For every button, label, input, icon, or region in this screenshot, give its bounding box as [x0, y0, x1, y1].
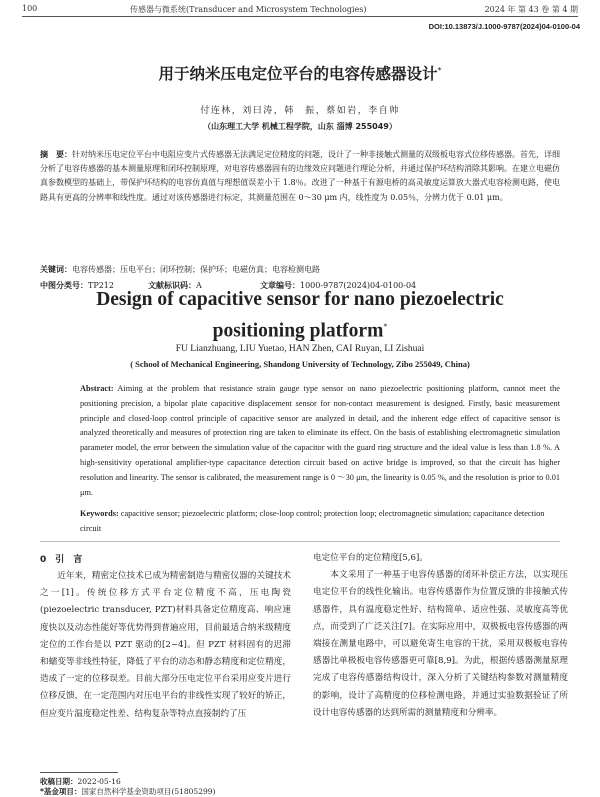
body-paragraph: 本文采用了一种基于电容传感器的闭环补偿正方法，以实现压电定位平台的线性化输出。电容传感器作为位置反馈的非接触式传感器件，具有温度稳定性好、结构简单、适应性强、灵敏度高等优点，而受到了广泛关注[7]。在实际应用中，双极板电容传感器的两端接在测量电路中，可以避免寄生电容的干扰，采用双极板电容传感器比单极板电容传感器更可靠[8,9]。为此，根据传感器测量原理完成了电容传感器结构设计，深入分析了关键结构参数对测量精度的影响，设计了高精度的位移检测电路，并通过实验数据验证了所设计电容传感器的达到所需的测量精度和分辨率。	[313, 570, 568, 718]
document-code: 文献标识码：A	[148, 281, 202, 290]
chinese-abstract	[40, 148, 560, 205]
journal-name: 传感器与微系统(Transducer and Microsystem Technologies)	[130, 5, 367, 14]
chinese-authors: 付连林，刘曰涛，韩 振，蔡如岩，李自帅	[200, 106, 400, 116]
title-footnote-mark: *	[437, 65, 442, 75]
chinese-abstract-text: 针对纳米压电定位平台中电阻应变片式传感器无法满足定位精度的问题，设计了一种非接触式测量的双级板电容式位移传感器。首先，详细分析了电容传感器的基本测量原理和闭环控制原理，对电容传感器固有的边缘效应问题进行理论分析，并通过保护环结构消除其影响。在建立电磁仿真参数模型的基础上，带保护环结构的电容仿真值与理想值误差小于 1.8％。改进了一种基于有源电桥的高灵敏度运算放大器式电容检测电路，使电路具有更高的分辨率和线性度。通过对该传感器进行标定，其测量范围在 0～30 μm 内，线性度为 0.05％，分辨力优于 0.01 μm。	[40, 150, 560, 202]
body-paragraph: 电定位平台的定位精度[5,6]。	[313, 553, 428, 563]
footnote-rule	[40, 772, 118, 773]
running-header	[22, 2, 578, 17]
page-number: 100	[22, 4, 38, 13]
section-heading-introduction: 0 引 言	[40, 555, 83, 565]
body-right-column	[313, 550, 568, 722]
clc-number: 中图分类号：TP212	[40, 281, 114, 290]
english-abstract-label: Abstract:	[80, 384, 114, 393]
fund-note: *基金项目：国家自然科学基金资助项目(51805299)	[40, 787, 216, 796]
article-number: 文章编号：1000-9787(2024)04-0100-04	[260, 281, 417, 290]
chinese-keywords	[40, 264, 560, 275]
english-abstract-text: Aiming at the problem that resistance strain gauge type sensor on nano piezoelectric positioning platform, cannot meet the positioning precision, a bipolar plate capacitive displacement sensor for non-contact measurement is designed. Firstly, basic measurement principle and closed-loop control principle of capacitive sensor are analyzed in detail, and the inherent edge effect of capacitive sensor is analyzed theoretically and measures of protection ring are taken to eliminate its effect. On the basis of establishing electromagnetic simulation parameter model, the error between the simulation value of the capacitor with the guard ring structure and the ideal value is less than 1.8 %. A high-sensitivity operational amplifier-type capacitance detection circuit based on active bridge is improved, so that the circuit has higher resolution and linearity. The sensor is calibrated, the measurement range is 0 ～30 μm, the linearity is 0.05 %, and the resolution is prior to 0.01 μm.	[80, 384, 560, 497]
english-title: Design of capacitive sensor for nano piezoelectric positioning platform*	[96, 289, 504, 342]
english-keywords-label: Keywords:	[80, 509, 119, 518]
chinese-keywords-label: 关键词：	[40, 265, 72, 274]
english-keywords	[80, 507, 560, 537]
english-affiliation: ( School of Mechanical Engineering, Shandong University of Technology, Zibo 255049, China)	[130, 359, 470, 369]
english-abstract	[80, 382, 560, 500]
english-authors: FU Lianzhuang, LIU Yuetao, HAN Zhen, CAI Ruyan, LI Zishuai	[175, 344, 425, 354]
chinese-keywords-text: 电容传感器；压电平台；闭环控制；保护环；电磁仿真；电容检测电路	[72, 265, 320, 274]
chinese-abstract-label: 摘 要：	[40, 150, 72, 159]
volume-issue: 2024 年 第 43 卷 第 4 期	[484, 5, 578, 14]
doi: DOI:10.13873/J.1000-9787(2024)04-0100-04	[428, 22, 580, 31]
received-date: 收稿日期：2022-05-16	[40, 777, 121, 786]
english-keywords-text: capacitive sensor; piezoelectric platform; close-loop control; protection loop; electromagnetic simulation; capacitance detection circuit	[80, 509, 545, 533]
divider	[40, 541, 560, 542]
chinese-title: 用于纳米压电定位平台的电容传感器设计*	[158, 65, 442, 83]
chinese-affiliation: （山东理工大学 机械工程学院，山东 淄博 255049）	[203, 122, 397, 131]
body-left-column: 近年来，精密定位技术已成为精密制造与精密仪器的关键技术之一[1]。传统位移方式平台定位精度不高，压电陶瓷(piezoelectric transducer, PZT)材料具备定位精度高、响应速度快以及动态性能好等优势得到普遍应用，目前最适合纳米级精度定位的工作台是以 PZT 驱动的[2~4]。但 PZT 材料固有的迟滞和蠕变等非线性特征，降低了平台的动态和静态精度和定位精度，造成了一定的位移误差。目前大部分压电定位平台采用应变片进行位移反馈，在一定范围内对压电平台的非线性实现了较好的矫正，但应变片温度稳定性差、结构复杂等特点直接制约了压	[40, 571, 291, 719]
